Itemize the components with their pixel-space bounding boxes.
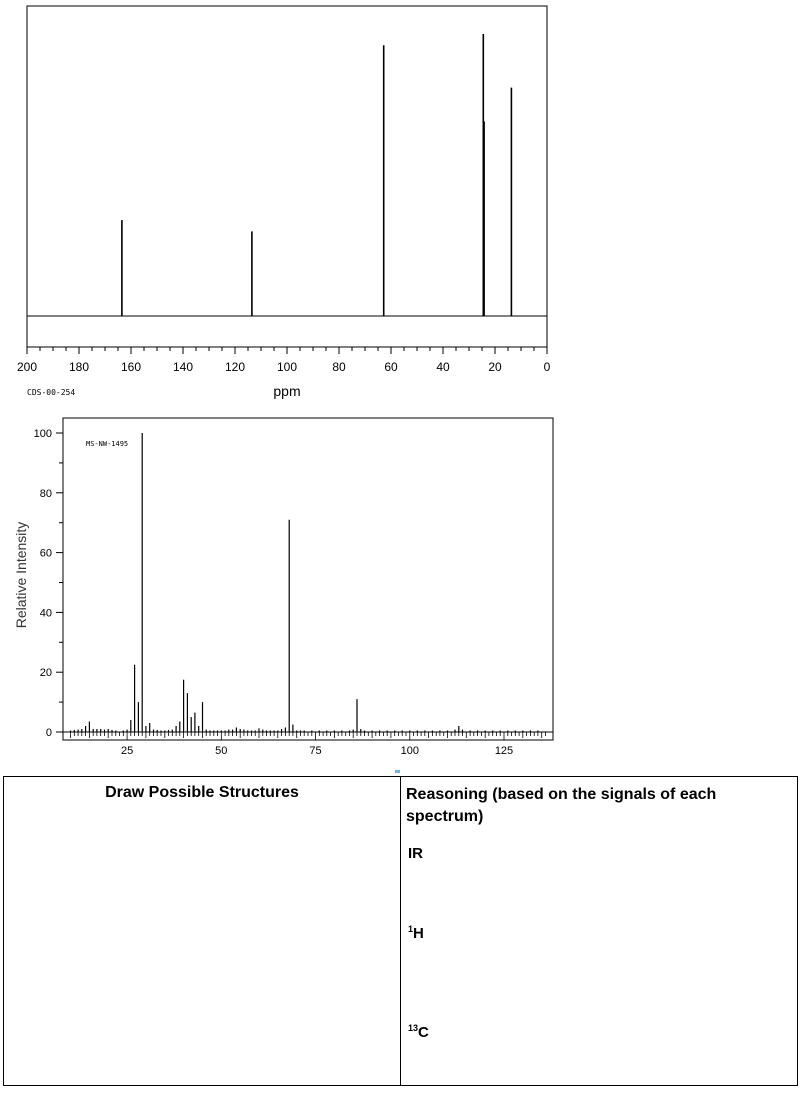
reasoning-cell[interactable]: [401, 777, 798, 1086]
nmr-tick-label: 20: [488, 360, 502, 374]
ms-y-tick-label: 60: [39, 547, 52, 560]
nmr-plot-frame: [27, 6, 547, 347]
worksheet-table: [3, 776, 798, 1086]
c-nmr-section-label: [408, 1024, 797, 1041]
ms-y-tick-label: 0: [45, 727, 52, 739]
nmr-x-axis-label: ppm: [273, 383, 301, 399]
nmr-tick-label: 60: [384, 360, 398, 374]
ms-x-tick-label: 25: [120, 745, 134, 757]
nmr-tick-label: 0: [543, 360, 551, 374]
nmr-tick-label: 160: [120, 360, 142, 374]
ms-x-tick-label: 50: [215, 745, 228, 757]
ms-code-label: MS-NW-1495: [86, 440, 129, 448]
structures-header: Draw Possible Structures: [105, 784, 299, 801]
nmr-tick-label: 80: [332, 360, 346, 374]
nmr-spectrum-chart: [0, 0, 808, 405]
nmr-tick-label: 140: [172, 360, 194, 374]
ms-x-tick-label: 125: [494, 745, 514, 757]
ms-x-tick-label: 100: [400, 745, 419, 757]
ms-y-tick-label: 100: [33, 428, 52, 440]
ms-y-tick-label: 80: [39, 487, 52, 500]
nmr-tick-label: 40: [436, 360, 450, 374]
ms-x-axis: [71, 732, 546, 757]
h-nmr-section-label: [408, 925, 797, 942]
small-blue-marker: [395, 770, 400, 773]
nmr-x-axis: [17, 347, 551, 374]
ms-peaks: [63, 433, 553, 732]
c-letter: C: [418, 1024, 429, 1041]
structures-cell[interactable]: [4, 777, 401, 1086]
mass-spectrum-chart: [0, 408, 808, 758]
h-superscript: 1: [408, 924, 414, 934]
ms-plot-frame: [63, 418, 553, 740]
nmr-tick-label: 120: [224, 360, 246, 374]
c-superscript: 13: [408, 1023, 419, 1033]
nmr-tick-label: 180: [68, 360, 90, 374]
nmr-tick-label: 100: [276, 360, 298, 374]
nmr-code-label: CDS-00-254: [27, 388, 76, 397]
ms-y-tick-label: 20: [39, 667, 52, 680]
ms-x-tick-label: 75: [309, 745, 322, 757]
reasoning-header: Reasoning (based on the signals of each spectrum): [406, 786, 717, 825]
h-letter: H: [413, 925, 424, 942]
ms-y-axis: [34, 428, 63, 739]
ms-y-axis-label: Relative Intensity: [13, 521, 29, 629]
nmr-tick-label: 200: [16, 360, 38, 374]
ir-section-label: IR: [408, 845, 423, 862]
ms-y-tick-label: 40: [39, 607, 52, 620]
nmr-peaks: [122, 34, 512, 316]
